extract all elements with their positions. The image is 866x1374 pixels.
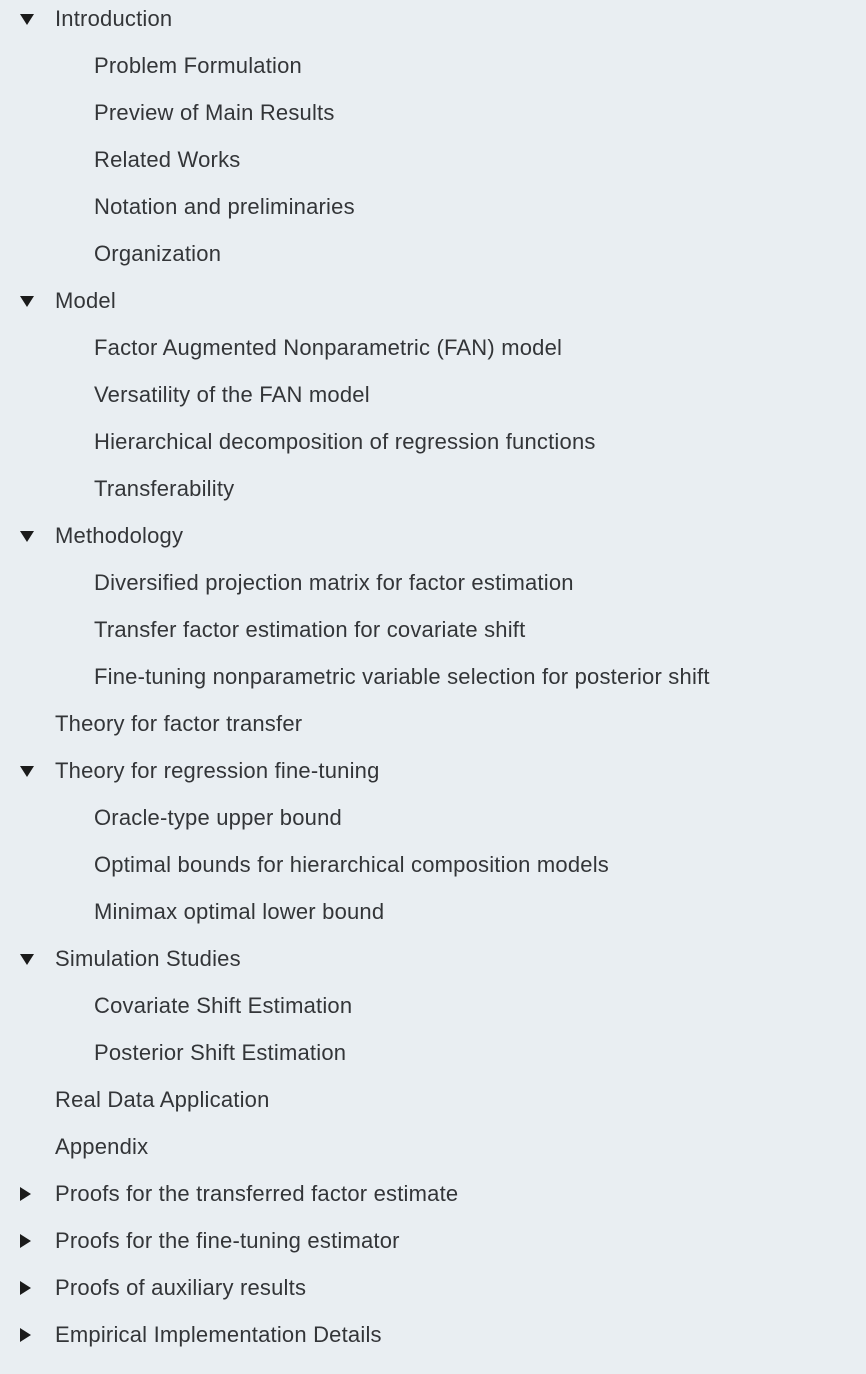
toc-item-label: Theory for factor transfer (55, 710, 303, 736)
toc-item-label: Model (55, 287, 116, 313)
toc-item-label: Covariate Shift Estimation (94, 992, 353, 1018)
toc-item[interactable] (0, 888, 866, 935)
toc-item[interactable] (0, 42, 866, 89)
toc-item-label: Introduction (55, 5, 173, 31)
toc-item[interactable] (0, 136, 866, 183)
toc-item[interactable] (0, 1311, 866, 1358)
toc-item[interactable] (0, 1264, 866, 1311)
triangle-down-icon[interactable] (20, 14, 34, 25)
triangle-down-icon[interactable] (20, 296, 34, 307)
toc-item-label: Posterior Shift Estimation (94, 1039, 347, 1065)
toc-item-label: Optimal bounds for hierarchical composition models (94, 851, 610, 877)
toc-item[interactable] (0, 465, 866, 512)
toc-item-label: Diversified projection matrix for factor estimation (94, 569, 574, 595)
toc-item[interactable] (0, 512, 866, 559)
toc-item[interactable] (0, 0, 866, 42)
toc-item[interactable] (0, 935, 866, 982)
toc-item-label: Proofs for the transferred factor estimate (55, 1180, 459, 1206)
toc-item[interactable] (0, 653, 866, 700)
toc-item-label: Factor Augmented Nonparametric (FAN) model (94, 334, 563, 360)
toc-item-label: Proofs of auxiliary results (55, 1274, 307, 1300)
triangle-right-icon[interactable] (20, 1328, 31, 1342)
toc-item[interactable] (0, 1170, 866, 1217)
toc-item[interactable] (0, 1123, 866, 1170)
toc-item-label: Oracle-type upper bound (94, 804, 342, 830)
toc-item[interactable] (0, 418, 866, 465)
toc-item-label: Related Works (94, 146, 241, 172)
toc-item[interactable] (0, 277, 866, 324)
toc-item-label: Empirical Implementation Details (55, 1321, 382, 1347)
toc-item-label: Organization (94, 240, 222, 266)
toc-item-label: Problem Formulation (94, 52, 302, 78)
toc-item[interactable] (0, 747, 866, 794)
toc-item[interactable] (0, 230, 866, 277)
toc-item[interactable] (0, 324, 866, 371)
toc-item[interactable] (0, 1076, 866, 1123)
toc-item-label: Versatility of the FAN model (94, 381, 370, 407)
toc-item[interactable] (0, 89, 866, 136)
triangle-right-icon[interactable] (20, 1281, 31, 1295)
triangle-down-icon[interactable] (20, 531, 34, 542)
toc-item[interactable] (0, 183, 866, 230)
triangle-right-icon[interactable] (20, 1234, 31, 1248)
toc-item[interactable] (0, 559, 866, 606)
toc-item[interactable] (0, 371, 866, 418)
toc-item-label: Appendix (55, 1133, 149, 1159)
toc-item-label: Transfer factor estimation for covariate shift (94, 616, 526, 642)
toc-item-label: Real Data Application (55, 1086, 270, 1112)
toc-item[interactable] (0, 982, 866, 1029)
triangle-down-icon[interactable] (20, 766, 34, 777)
toc-item[interactable] (0, 606, 866, 653)
toc-item[interactable] (0, 700, 866, 747)
toc-item[interactable] (0, 841, 866, 888)
toc-item-label: Minimax optimal lower bound (94, 898, 385, 924)
triangle-down-icon[interactable] (20, 954, 34, 965)
toc-item-label: Theory for regression fine-tuning (55, 757, 380, 783)
toc-item-label: Preview of Main Results (94, 99, 335, 125)
toc-item-label: Hierarchical decomposition of regression functions (94, 428, 596, 454)
toc-item-label: Notation and preliminaries (94, 193, 355, 219)
toc-item-label: Transferability (94, 475, 235, 501)
toc-item-label: Proofs for the fine-tuning estimator (55, 1227, 400, 1253)
toc-item-label: Methodology (55, 522, 184, 548)
toc-item[interactable] (0, 1029, 866, 1076)
triangle-right-icon[interactable] (20, 1187, 31, 1201)
toc-item[interactable] (0, 1217, 866, 1264)
toc-item-label: Fine-tuning nonparametric variable selection for posterior shift (94, 663, 710, 689)
toc-item[interactable] (0, 794, 866, 841)
toc-item-label: Simulation Studies (55, 945, 241, 971)
